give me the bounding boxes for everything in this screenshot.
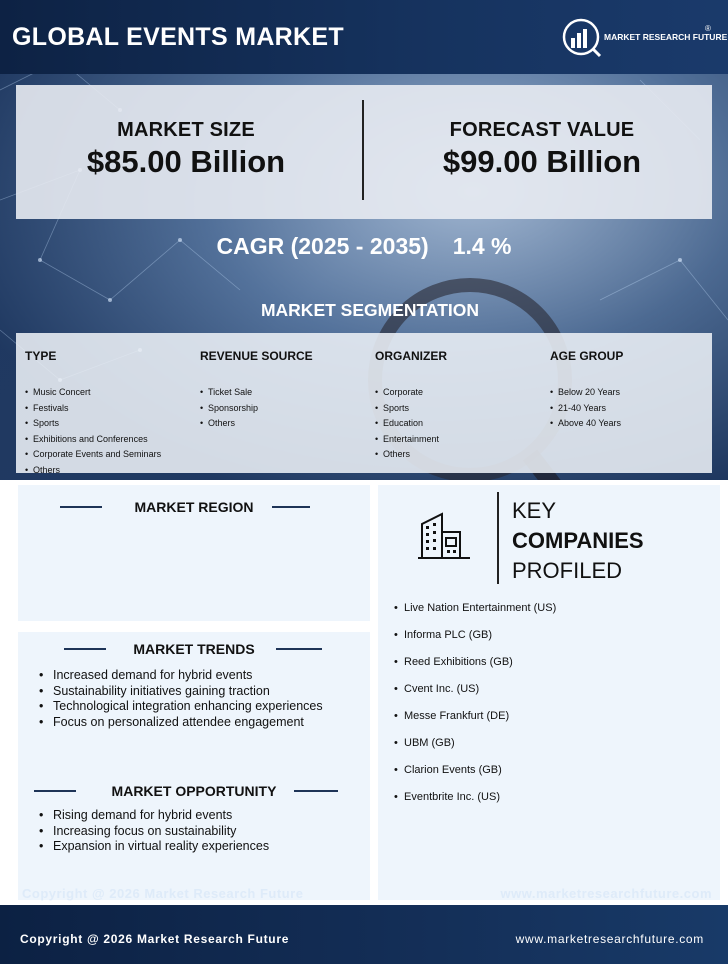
list-item: • Corporate Events and Seminars bbox=[25, 447, 200, 463]
logo-registered-mark: ® bbox=[705, 24, 711, 33]
market-trends-list bbox=[39, 668, 323, 730]
market-region-title: MARKET REGION bbox=[134, 499, 254, 515]
page-title: GLOBAL EVENTS MARKET bbox=[12, 23, 344, 51]
list-item: • Others bbox=[375, 447, 550, 463]
segment-organizer bbox=[375, 349, 550, 463]
title-bar bbox=[0, 0, 728, 74]
market-opportunity-list bbox=[39, 808, 269, 855]
logo-text: MARKET RESEARCH FUTURE bbox=[604, 32, 728, 42]
list-item: • Focus on personalized attendee engagement bbox=[39, 715, 323, 731]
cagr-value: 1.4 % bbox=[452, 233, 512, 259]
mrf-logo-icon bbox=[562, 18, 602, 58]
companies-divider bbox=[497, 492, 499, 584]
list-item: • Eventbrite Inc. (US) bbox=[394, 791, 556, 818]
market-size-block bbox=[16, 119, 356, 180]
list-item: • Sports bbox=[25, 416, 200, 432]
value-divider bbox=[362, 100, 364, 200]
footer-copyright: Copyright @ 2026 Market Research Future bbox=[20, 932, 290, 946]
company-list bbox=[394, 602, 556, 818]
list-item: • Entertainment bbox=[375, 432, 550, 448]
market-size-value: $85.00 Billion bbox=[86, 144, 286, 179]
list-item: • Below 20 Years bbox=[550, 385, 725, 401]
list-item: • Increasing focus on sustainability bbox=[39, 824, 269, 840]
list-item: • Expansion in virtual reality experiences bbox=[39, 839, 269, 855]
list-item: • Above 40 Years bbox=[550, 416, 725, 432]
segment-heading: TYPE bbox=[25, 349, 57, 363]
list-item: • Others bbox=[200, 416, 375, 432]
segment-heading: REVENUE SOURCE bbox=[200, 349, 313, 363]
list-item: • Clarion Events (GB) bbox=[394, 764, 556, 791]
segment-heading: AGE GROUP bbox=[550, 349, 624, 363]
market-size-label: MARKET SIZE bbox=[117, 119, 255, 141]
forecast-label: FORECAST VALUE bbox=[449, 119, 635, 141]
list-item: • Sponsorship bbox=[200, 401, 375, 417]
market-opportunity-title: MARKET OPPORTUNITY bbox=[111, 783, 277, 799]
heading-rule bbox=[276, 648, 322, 650]
heading-line-key: KEY bbox=[512, 498, 557, 523]
segmentation-box bbox=[16, 333, 712, 473]
list-item: • Cvent Inc. (US) bbox=[394, 683, 556, 710]
list-item: • Corporate bbox=[375, 385, 550, 401]
market-value-box bbox=[16, 85, 712, 219]
heading-rule bbox=[294, 790, 338, 792]
list-item: • Technological integration enhancing experiences bbox=[39, 699, 323, 715]
forecast-block bbox=[372, 119, 712, 180]
segment-age-group bbox=[550, 349, 725, 432]
list-item: • Music Concert bbox=[25, 385, 200, 401]
segmentation-title: MARKET SEGMENTATION bbox=[260, 300, 480, 320]
watermark-copyright: Copyright @ 2026 Market Research Future bbox=[22, 886, 304, 901]
cagr-banner bbox=[0, 233, 728, 281]
list-item: • UBM (GB) bbox=[394, 737, 556, 764]
heading-rule bbox=[272, 506, 310, 508]
heading-line-profiled: PROFILED bbox=[512, 558, 623, 583]
list-item: • Education bbox=[375, 416, 550, 432]
list-item: • Others bbox=[25, 463, 200, 479]
heading-line-companies: COMPANIES bbox=[512, 528, 644, 553]
market-region-panel bbox=[18, 485, 370, 621]
list-item: • Increased demand for hybrid events bbox=[39, 668, 323, 684]
forecast-value: $99.00 Billion bbox=[442, 144, 642, 179]
segment-type bbox=[25, 349, 200, 479]
segment-heading: ORGANIZER bbox=[375, 349, 447, 363]
watermark-url: www.marketresearchfuture.com bbox=[500, 886, 712, 901]
list-item: • Ticket Sale bbox=[200, 385, 375, 401]
list-item: • Messe Frankfurt (DE) bbox=[394, 710, 556, 737]
list-item: • Informa PLC (GB) bbox=[394, 629, 556, 656]
cagr-label: CAGR (2025 - 2035) bbox=[216, 233, 429, 259]
list-item: • Sports bbox=[375, 401, 550, 417]
market-trends-title: MARKET TRENDS bbox=[133, 641, 255, 657]
logo bbox=[562, 18, 728, 60]
list-item: • Festivals bbox=[25, 401, 200, 417]
key-companies-heading bbox=[512, 496, 644, 586]
list-item: • Rising demand for hybrid events bbox=[39, 808, 269, 824]
list-item: • Exhibitions and Conferences bbox=[25, 432, 200, 448]
trends-opportunity-panel bbox=[18, 632, 370, 900]
list-item: • 21-40 Years bbox=[550, 401, 725, 417]
list-item: • Live Nation Entertainment (US) bbox=[394, 602, 556, 629]
segment-revenue-source bbox=[200, 349, 375, 432]
list-item: • Reed Exhibitions (GB) bbox=[394, 656, 556, 683]
footer-url-link[interactable]: www.marketresearchfuture.com bbox=[515, 932, 704, 946]
office-building-icon bbox=[416, 508, 472, 562]
list-item: • Sustainability initiatives gaining traction bbox=[39, 684, 323, 700]
footer bbox=[0, 905, 728, 964]
